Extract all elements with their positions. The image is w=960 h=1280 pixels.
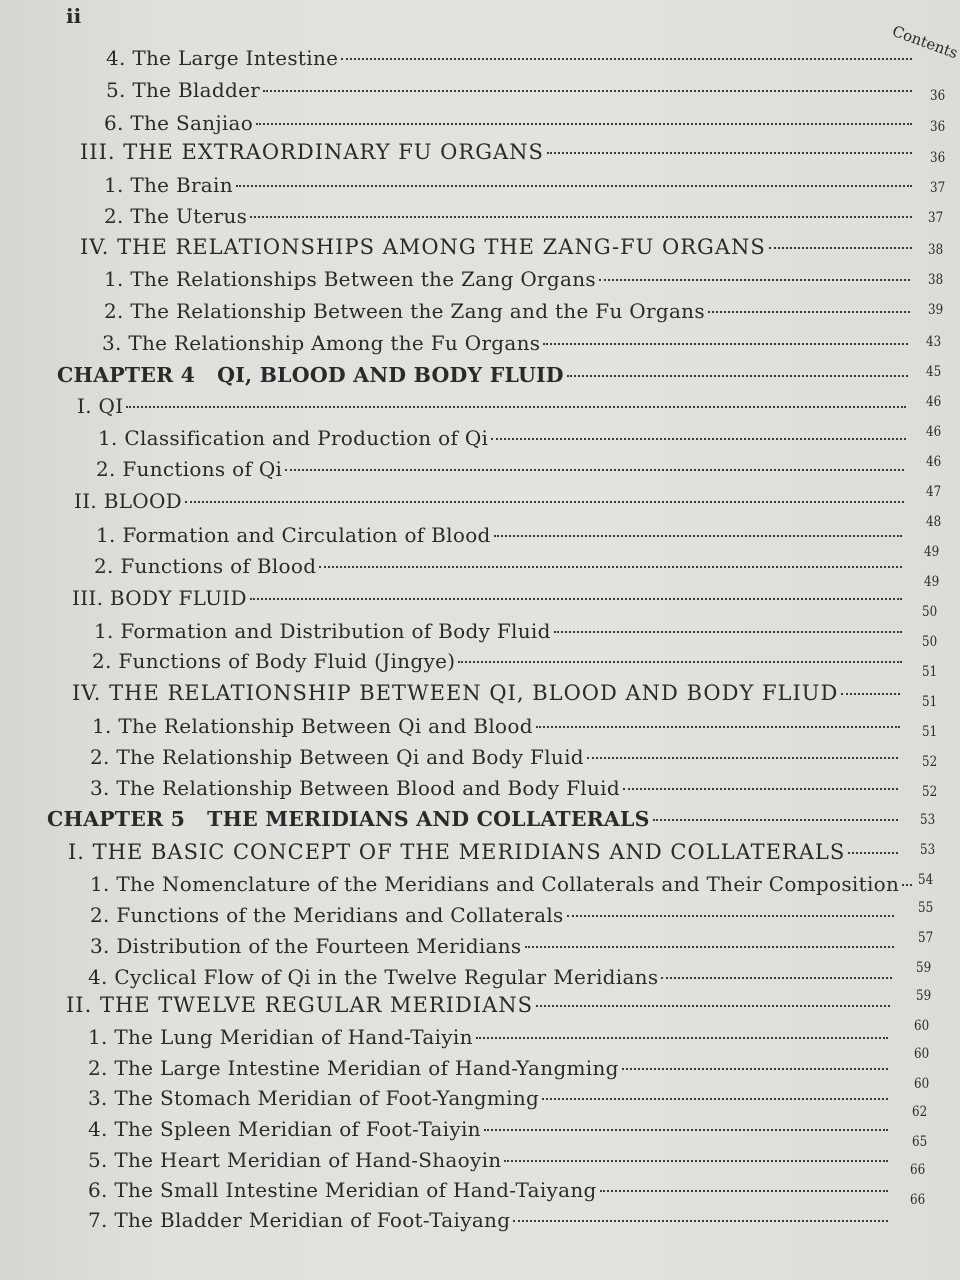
dot-leader (476, 1037, 888, 1039)
dot-leader (848, 852, 898, 854)
toc-page-number: 60 (914, 1076, 930, 1092)
toc-chapter-entry (47, 807, 898, 833)
toc-page-number: 50 (922, 634, 938, 650)
dot-leader (567, 915, 894, 917)
toc-entry (104, 299, 910, 325)
dot-leader (554, 631, 902, 633)
dot-leader (126, 406, 906, 408)
toc-entry-title: 2. The Relationship Between the Zang and the Fu Organs (104, 299, 705, 323)
toc-page-number: 49 (924, 544, 940, 560)
toc-entry-title: 2. Functions of Body Fluid (Jingye) (92, 649, 456, 673)
toc-entry-title: 1. Formation and Circulation of Blood (96, 523, 491, 547)
toc-entry-title: 5. The Heart Meridian of Hand-Shaoyin (88, 1148, 502, 1172)
toc-page-number: 38 (928, 242, 944, 258)
toc-entry (88, 965, 892, 991)
page-folio: ii (66, 4, 82, 28)
toc-page-number: 57 (918, 930, 934, 946)
toc-entry-title: II. BLOOD (74, 489, 183, 513)
dot-leader (494, 535, 902, 537)
toc-entry (88, 1148, 888, 1174)
toc-page-number: 59 (916, 960, 932, 976)
toc-entry-title: III. THE EXTRAORDINARY FU ORGANS (80, 140, 544, 164)
toc-page-number: 52 (922, 754, 938, 770)
toc-entry (88, 1117, 888, 1143)
toc-page-number: 43 (926, 334, 942, 350)
toc-entry-title: 4. The Spleen Meridian of Foot-Taiyin (88, 1117, 481, 1141)
toc-entry-title: 2. Functions of Blood (94, 554, 317, 578)
dot-leader (587, 757, 898, 759)
dot-leader (543, 343, 908, 345)
dot-leader (484, 1129, 888, 1131)
toc-page-number: 49 (924, 574, 940, 590)
dot-leader (902, 884, 912, 886)
toc-entry-title: 2. Functions of Qi (96, 457, 283, 481)
dot-leader (653, 819, 898, 821)
toc-page-number: 51 (922, 694, 938, 710)
toc-entry-title: IV. THE RELATIONSHIPS AMONG THE ZANG-FU ORGANS (80, 235, 766, 259)
toc-page-number: 48 (926, 514, 942, 530)
toc-entry-title: 5. The Bladder (106, 78, 261, 102)
dot-leader (622, 1068, 888, 1070)
toc-entry-title: 6. The Sanjiao (104, 111, 254, 135)
toc-page-number: 60 (914, 1046, 930, 1062)
toc-section-entry (72, 681, 900, 707)
toc-entry (102, 331, 908, 357)
toc-entry (104, 173, 912, 199)
toc-page-number: 37 (928, 210, 944, 226)
toc-section-entry (80, 235, 912, 261)
toc-entry (106, 46, 912, 72)
toc-entry-title: 1. The Relationships Between the Zang Organs (104, 267, 596, 291)
toc-entry-title: 1. Formation and Distribution of Body Fluid (94, 619, 551, 643)
toc-page-number: 46 (926, 454, 942, 470)
toc-entry-title: I. THE BASIC CONCEPT OF THE MERIDIANS AND COLLATERALS (68, 840, 846, 864)
dot-leader (769, 247, 912, 249)
dot-leader (250, 216, 912, 218)
toc-page-number: 62 (912, 1104, 928, 1120)
dot-leader (513, 1220, 888, 1222)
toc-entry (88, 1086, 888, 1112)
toc-page-number: 53 (920, 842, 936, 858)
dot-leader (536, 726, 900, 728)
toc-entry-title: 3. The Stomach Meridian of Foot-Yangming (88, 1086, 540, 1110)
toc-entry (90, 934, 894, 960)
toc-entry-title: 2. The Uterus (104, 204, 248, 228)
dot-leader (661, 977, 892, 979)
toc-entry-title: 3. Distribution of the Fourteen Meridians (90, 934, 522, 958)
dot-leader (708, 311, 910, 313)
toc-page-number: 66 (910, 1162, 926, 1178)
toc-entry (98, 426, 906, 452)
toc-entry-title: CHAPTER 5 THE MERIDIANS AND COLLATERALS (47, 807, 650, 831)
toc-entry (104, 204, 912, 230)
toc-entry (77, 394, 906, 420)
toc-section-entry (68, 840, 898, 866)
toc-entry (96, 523, 902, 549)
toc-entry-title: IV. THE RELATIONSHIP BETWEEN QI, BLOOD AND BODY FLIUD (72, 681, 839, 705)
dot-leader (567, 375, 908, 377)
toc-page-number: 65 (912, 1134, 928, 1150)
dot-leader (623, 788, 898, 790)
toc-entry-title: 1. The Brain (104, 173, 233, 197)
toc-entry-title: CHAPTER 4 QI, BLOOD AND BODY FLUID (57, 363, 564, 387)
dot-leader (542, 1098, 888, 1100)
toc-page-number: 53 (920, 812, 936, 828)
toc-page-number: 66 (910, 1192, 926, 1208)
toc-entry-title: 4. The Large Intestine (106, 46, 339, 70)
toc-page-number: 59 (916, 988, 932, 1004)
toc-entry-title: 6. The Small Intestine Meridian of Hand-Taiyang (88, 1178, 597, 1202)
toc-page-number: 39 (928, 302, 944, 318)
toc-entry (88, 1025, 888, 1051)
dot-leader (547, 152, 912, 154)
toc-page-number: 46 (926, 424, 942, 440)
toc-entry-title: 2. The Relationship Between Qi and Body Fluid (90, 745, 584, 769)
toc-entry-title: 4. Cyclical Flow of Qi in the Twelve Regular Meridians (88, 965, 659, 989)
toc-page-number: 54 (918, 872, 934, 888)
toc-entry (104, 111, 912, 137)
toc-entry (96, 457, 904, 483)
toc-section-entry (80, 140, 912, 166)
toc-page-number: 60 (914, 1018, 930, 1034)
toc-entry-title: II. THE TWELVE REGULAR MERIDIANS (66, 993, 534, 1017)
toc-entry (94, 554, 902, 580)
dot-leader (525, 946, 895, 948)
toc-entry-title: 2. Functions of the Meridians and Collaterals (90, 903, 564, 927)
toc-entry (88, 1178, 888, 1204)
toc-chapter-entry (57, 363, 908, 389)
toc-entry (74, 489, 904, 515)
dot-leader (185, 501, 904, 503)
toc-entry (94, 619, 902, 645)
toc-entry (88, 1056, 888, 1082)
toc-entry (106, 78, 912, 104)
toc-section-entry (66, 993, 890, 1019)
toc-entry-title: I. QI (77, 394, 124, 418)
toc-entry (88, 1208, 888, 1234)
dot-leader (341, 58, 912, 60)
dot-leader (250, 598, 902, 600)
dot-leader (841, 693, 900, 695)
toc-page-number: 51 (922, 724, 938, 740)
dot-leader (458, 661, 902, 663)
toc-page-number: 36 (930, 119, 946, 135)
dot-leader (536, 1005, 890, 1007)
toc-entry-title: 1. The Nomenclature of the Meridians and Collaterals and Their Composition (90, 872, 900, 896)
toc-entry-title: 2. The Large Intestine Meridian of Hand-Yangming (88, 1056, 619, 1080)
dot-leader (599, 279, 910, 281)
toc-entry (90, 903, 894, 929)
dot-leader (263, 90, 912, 92)
dot-leader (319, 566, 902, 568)
toc-entry (90, 872, 900, 898)
dot-leader (256, 123, 912, 125)
toc-page-number: 37 (930, 180, 946, 196)
toc-page-number: 47 (926, 484, 942, 500)
toc-entry (90, 745, 898, 771)
toc-entry-title: 3. The Relationship Between Blood and Body Fluid (90, 776, 620, 800)
toc-page-number: 51 (922, 664, 938, 680)
dot-leader (504, 1160, 888, 1162)
toc-entry (92, 649, 902, 675)
toc-page-number: 55 (918, 900, 934, 916)
toc-entry-title: III. BODY FLUID (72, 586, 247, 610)
toc-entry-title: 1. The Relationship Between Qi and Blood (92, 714, 533, 738)
toc-page-number: 46 (926, 394, 942, 410)
toc-entry (72, 586, 902, 612)
toc-entry-title: 7. The Bladder Meridian of Foot-Taiyang (88, 1208, 511, 1232)
toc-page-number: 36 (930, 150, 946, 166)
toc-page-number: 52 (922, 784, 938, 800)
dot-leader (491, 438, 906, 440)
toc-entry (92, 714, 900, 740)
toc-entry-title: 1. Classification and Production of Qi (98, 426, 489, 450)
toc-page-number: 36 (930, 88, 946, 104)
toc-page-number: 38 (928, 272, 944, 288)
toc-entry-title: 1. The Lung Meridian of Hand-Taiyin (88, 1025, 473, 1049)
toc-entry (90, 776, 898, 802)
toc-page-number: 50 (922, 604, 938, 620)
dot-leader (285, 469, 904, 471)
toc-page-number: 45 (926, 364, 942, 380)
toc-entry (104, 267, 910, 293)
dot-leader (236, 185, 912, 187)
dot-leader (600, 1190, 888, 1192)
running-head: Contents (889, 22, 960, 63)
toc-entry-title: 3. The Relationship Among the Fu Organs (102, 331, 541, 355)
